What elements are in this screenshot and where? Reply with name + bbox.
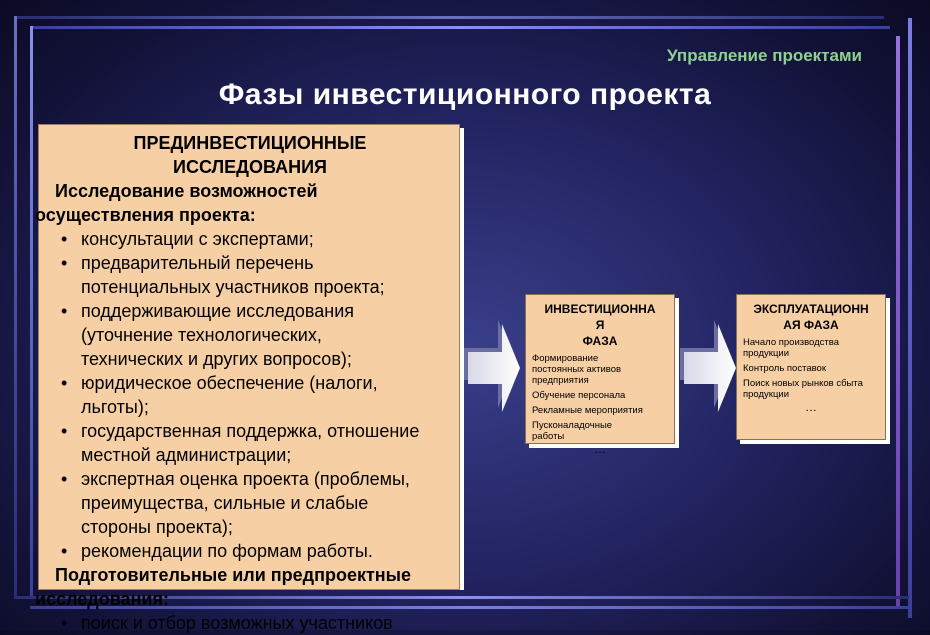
bullet-text: государственная поддержка, отношение <box>81 421 420 441</box>
bullet-text: стороны проекта); <box>81 517 233 537</box>
pre-investment-heading-line2: ИССЛЕДОВАНИЯ <box>173 157 327 177</box>
pre-investment-bullet-line <box>39 491 499 515</box>
investment-phase-item: Рекламные мероприятия <box>532 405 643 416</box>
investment-phase-box <box>525 294 675 456</box>
header-label: Управление проектами <box>667 46 862 65</box>
bullet-text: местной администрации; <box>81 445 292 465</box>
bullet-text: поиск и отбор возможных участников <box>81 613 393 633</box>
bullet-text: юридическое обеспечение (налоги, <box>81 373 378 393</box>
bullet-text: технических и других вопросов); <box>81 349 352 369</box>
bullet-dot-icon: • <box>61 421 68 441</box>
pre-investment-content <box>35 131 499 635</box>
bullet-dot-icon: • <box>61 301 68 321</box>
pre-investment-bullet-line <box>39 299 499 323</box>
bullet-dot-icon: • <box>61 253 68 273</box>
pre-investment-subheading-1b: осуществления проекта: <box>35 205 256 225</box>
pre-investment-bullet-line <box>39 275 499 299</box>
operation-phase-title-1: ЭКСПЛУАТАЦИОНН <box>753 302 869 316</box>
arrow-right-icon <box>678 312 738 422</box>
bullet-text: поддерживающие исследования <box>81 301 355 321</box>
pre-investment-bullet-list <box>39 227 499 563</box>
bullet-dot-icon: • <box>61 373 68 393</box>
investment-phase-item: Формирование постоянных активов предприятия <box>532 353 622 386</box>
investment-phase-title-3: ФАЗА <box>582 334 618 348</box>
bullet-text: консультации с экспертами; <box>81 229 314 249</box>
pre-investment-bullet-line <box>39 515 499 539</box>
bullet-text: предварительный перечень <box>81 253 314 273</box>
operation-phase-item: Контроль поставок <box>743 363 826 374</box>
pre-investment-heading-line1: ПРЕДИНВЕСТИЦИОННЫЕ <box>133 133 367 153</box>
pre-investment-subheading-2b: исследования: <box>35 589 169 609</box>
pre-investment-bullet-line <box>39 539 499 563</box>
pre-investment-subheading-2: Подготовительные или предпроектные <box>55 565 412 585</box>
bullet-text: льготы); <box>81 397 149 417</box>
pre-investment-bullet-line <box>39 323 499 347</box>
page-title: Фазы инвестиционного проекта <box>218 78 712 111</box>
frame-line-right <box>896 36 900 606</box>
investment-phase-item: Пусконаладочные работы <box>532 420 613 442</box>
investment-phase-title-1: ИНВЕСТИЦИОННА <box>544 302 656 316</box>
investment-phase-ellipsis: … <box>594 442 606 456</box>
pre-investment-bullet-line <box>39 443 499 467</box>
operation-phase-ellipsis: … <box>805 400 817 414</box>
bullet-text: рекомендации по формам работы. <box>81 541 373 561</box>
bullet-text: экспертная оценка проекта (проблемы, <box>81 469 410 489</box>
frame-line-top <box>14 16 884 19</box>
pre-investment-bullet-line <box>39 371 499 395</box>
pre-investment-bullet-line <box>39 419 499 443</box>
investment-phase-item: Обучение персонала <box>532 390 626 401</box>
bullet-dot-icon: • <box>61 229 68 249</box>
arrow-right-icon <box>462 312 522 422</box>
operation-phase-item: Поиск новых рынков сбыта продукции <box>743 378 863 400</box>
bullet-dot-icon: • <box>61 541 68 561</box>
pre-investment-bullet-last <box>39 611 499 635</box>
pre-investment-bullet-line <box>39 467 499 491</box>
bullet-text: (уточнение технологических, <box>81 325 322 345</box>
pre-investment-bullet-line <box>39 227 499 251</box>
operation-phase-box <box>736 294 886 440</box>
bullet-text: потенциальных участников проекта; <box>81 277 385 297</box>
pre-investment-bullet-line <box>39 347 499 371</box>
bullet-dot-icon: • <box>61 613 68 633</box>
frame-line-top-inner <box>30 26 890 29</box>
investment-phase-title-2: Я <box>595 318 605 332</box>
pre-investment-bullet-line <box>39 395 499 419</box>
operation-phase-item: Начало производства продукции <box>743 337 839 359</box>
pre-investment-box <box>35 124 460 633</box>
bullet-text: преимущества, сильные и слабые <box>81 493 369 513</box>
pre-investment-bullet-line <box>39 251 499 275</box>
pre-investment-subheading-1: Исследование возможностей <box>55 181 318 201</box>
operation-phase-title-2: АЯ ФАЗА <box>783 318 839 332</box>
bullet-dot-icon: • <box>61 469 68 489</box>
